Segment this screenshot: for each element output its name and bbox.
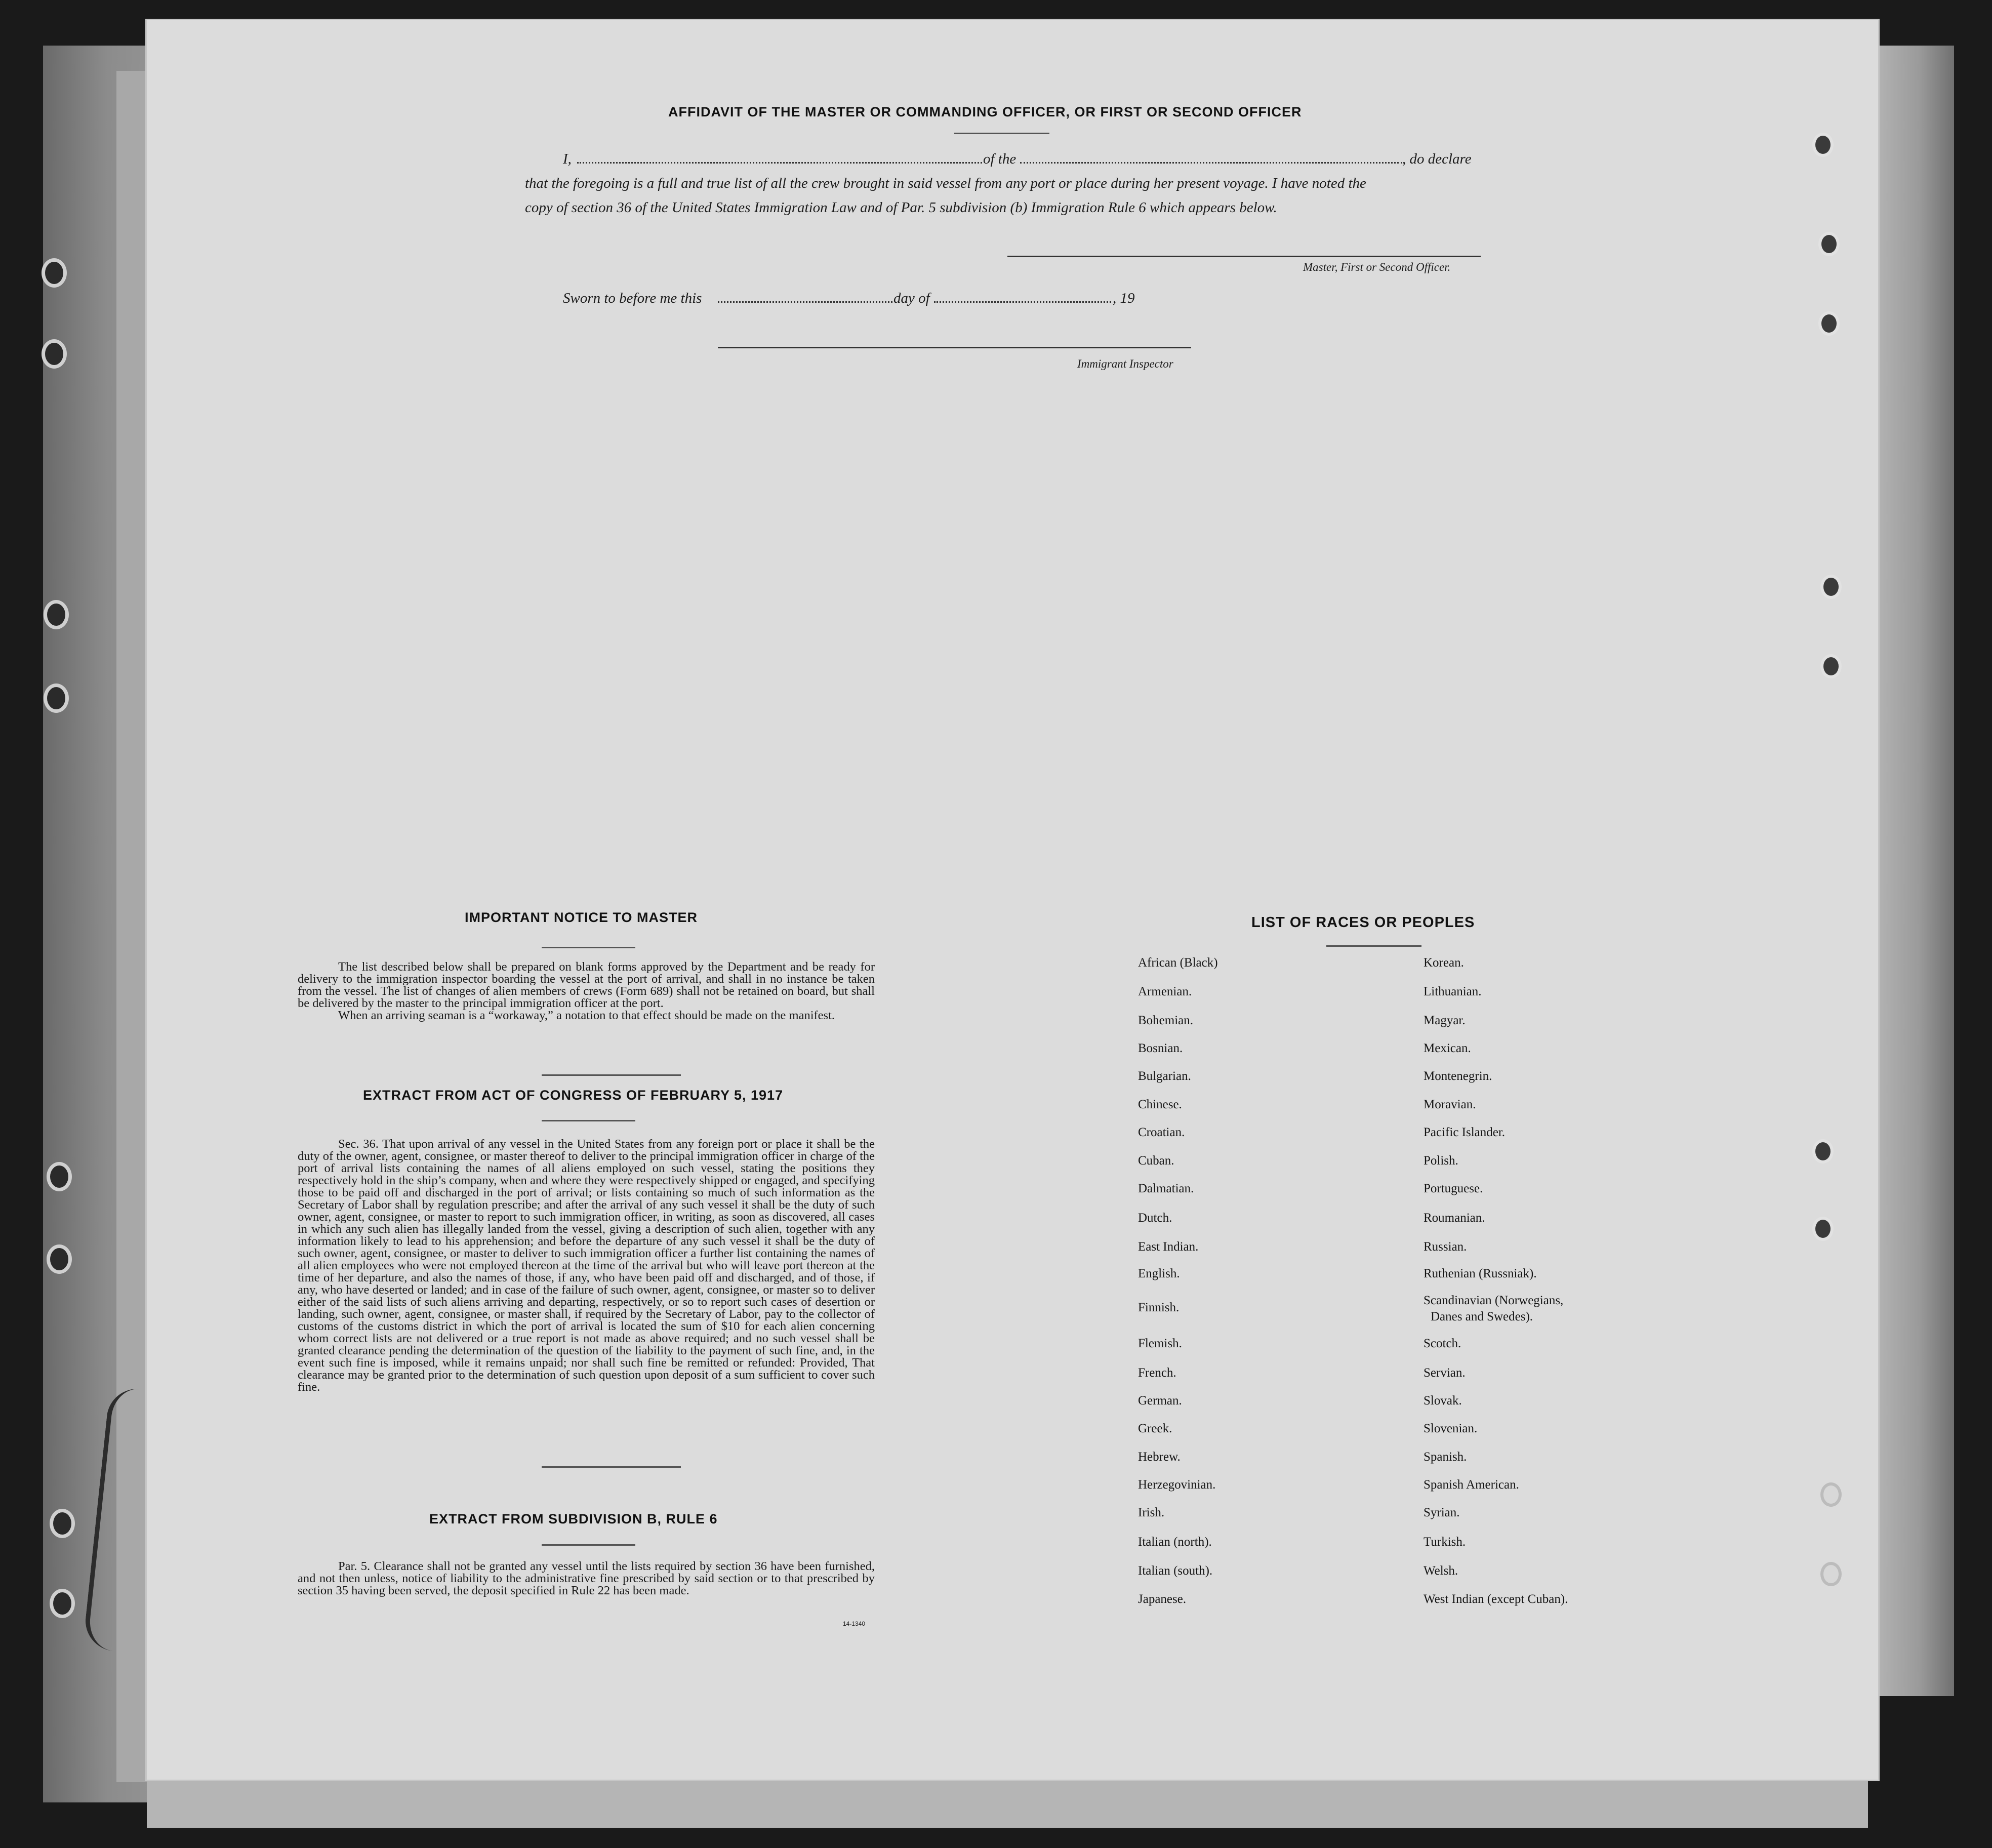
race-item: Flemish.	[1138, 1337, 1182, 1350]
race-item: Roumanian.	[1424, 1211, 1485, 1225]
notice-paragraph: When an arriving seaman is a “workaway,” a notation to that effect should be made on the manifest.	[338, 1009, 835, 1022]
punch-hole	[1820, 654, 1842, 678]
title-rule	[954, 133, 1049, 134]
race-item: Polish.	[1424, 1154, 1458, 1168]
notice-rule	[542, 947, 635, 948]
punch-hole	[1818, 232, 1840, 256]
races-title: LIST OF RACES OR PEOPLES	[1251, 914, 1475, 931]
binder-hole	[44, 684, 69, 713]
act-rule	[542, 1120, 635, 1121]
punch-hole	[1812, 1217, 1834, 1241]
notice-title: IMPORTANT NOTICE TO MASTER	[465, 910, 698, 925]
day-blank[interactable]	[718, 301, 892, 303]
race-item: Portuguese.	[1424, 1182, 1483, 1195]
binder-hole	[47, 1162, 72, 1191]
inspector-signature-line[interactable]	[718, 347, 1191, 348]
name-blank[interactable]	[577, 162, 982, 164]
punch-hole	[1812, 1139, 1834, 1163]
rule-extract-title: EXTRACT FROM SUBDIVISION B, RULE 6	[429, 1511, 718, 1526]
punch-hole	[1820, 575, 1842, 599]
race-item: Cuban.	[1138, 1154, 1174, 1168]
race-item: Pacific Islander.	[1424, 1126, 1506, 1139]
vessel-blank[interactable]	[1020, 162, 1402, 164]
binder-underlay-bottom	[147, 1772, 1868, 1828]
day-of-text: day of	[893, 290, 930, 306]
form-number: 14-1340	[843, 1620, 866, 1627]
rule-extract-text	[298, 1560, 875, 1597]
binder-underlay-right	[1868, 46, 1954, 1696]
year-text: , 19	[1113, 290, 1135, 306]
race-item: Chinese.	[1138, 1098, 1182, 1111]
race-item: Servian.	[1424, 1366, 1466, 1380]
race-item: Korean.	[1424, 956, 1464, 970]
binder-hole	[47, 1244, 72, 1274]
race-item: Turkish.	[1424, 1535, 1466, 1549]
affidavit-i: I,	[563, 151, 572, 167]
affidavit-declare: , do declare	[1402, 151, 1472, 167]
race-item: Danes and Swedes).	[1431, 1310, 1533, 1323]
race-item: Italian (north).	[1138, 1535, 1212, 1549]
race-item: Bulgarian.	[1138, 1069, 1191, 1083]
race-item: Ruthenian (Russniak).	[1424, 1267, 1537, 1280]
affidavit-line-2: that the foregoing is a full and true list of all the crew brought in said vessel from any port or place during her present voyage. I have noted the	[525, 175, 1366, 191]
punch-hole	[1820, 1482, 1842, 1507]
race-item: Magyar.	[1424, 1014, 1466, 1027]
race-item: Armenian.	[1138, 985, 1192, 998]
sworn-text: Sworn to before me this	[563, 290, 702, 306]
act-extract-text	[298, 1138, 875, 1393]
race-item: Dalmatian.	[1138, 1182, 1194, 1195]
race-item: Bosnian.	[1138, 1041, 1183, 1055]
race-item: Slovak.	[1424, 1394, 1462, 1408]
race-item: Croatian.	[1138, 1126, 1185, 1139]
inspector-label: Immigrant Inspector	[1077, 357, 1173, 370]
race-item: Mexican.	[1424, 1041, 1471, 1055]
race-item: English.	[1138, 1267, 1180, 1280]
binder-hole	[42, 258, 67, 288]
binder-hole	[50, 1509, 75, 1538]
race-item: Syrian.	[1424, 1506, 1460, 1519]
punch-hole	[1812, 133, 1834, 157]
race-item: Slovenian.	[1424, 1422, 1478, 1435]
race-item: Scotch.	[1424, 1337, 1461, 1350]
rule-rule	[542, 1544, 635, 1546]
affidavit-of-the: of the	[983, 151, 1017, 167]
notice-text	[298, 961, 875, 1022]
notice-paragraph: The list described below shall be prepared on blank forms approved by the Department and be ready for delivery to the immigration inspector boarding the vessel at the port of arrival, and shall in no instance be taken from the vessel. The list of changes of alien members of crews (Form 689) shall not be retained on board, but shall be delivered by the master to the principal immigration officer at the port.	[298, 960, 875, 1010]
rule-paragraph: Par. 5. Clearance shall not be granted any vessel until the lists required by section 36 have been furnished, and not then unless, notice of liability to the administrative fine prescribed by said section or to that prescribed by section 35 having been served, the deposit specified in Rule 22 has been made.	[298, 1559, 875, 1597]
affidavit-title: AFFIDAVIT OF THE MASTER OR COMMANDING OFFICER, OR FIRST OR SECOND OFFICER	[668, 104, 1302, 119]
act-extract-title: EXTRACT FROM ACT OF CONGRESS OF FEBRUARY 5, 1917	[363, 1088, 784, 1103]
races-rule	[1326, 945, 1421, 947]
race-item: Scandinavian (Norwegians,	[1424, 1294, 1564, 1307]
race-item: West Indian (except Cuban).	[1424, 1592, 1568, 1606]
race-item: East Indian.	[1138, 1240, 1199, 1254]
binder-hole	[50, 1589, 75, 1618]
binder-hole	[44, 600, 69, 629]
race-item: African (Black)	[1138, 956, 1218, 970]
race-item: Spanish.	[1424, 1450, 1467, 1464]
race-item: Hebrew.	[1138, 1450, 1181, 1464]
race-item: French.	[1138, 1366, 1176, 1380]
race-item: Finnish.	[1138, 1301, 1180, 1314]
binder-hole	[42, 339, 67, 369]
punch-hole	[1818, 311, 1840, 336]
section-rule	[542, 1466, 681, 1468]
punch-hole	[1820, 1562, 1842, 1586]
race-item: Russian.	[1424, 1240, 1467, 1254]
act-paragraph: Sec. 36. That upon arrival of any vessel in the United States from any foreign port or place it shall be the duty of the owner, agent, consignee, or master thereof to deliver to the principal immigration officer in charge of the port of arrival lists containing the names of all aliens employed on such vessel, stating the positions they respectively hold in the ship’s company, when and where they were respectively shipped or engaged, and specifying those to be paid off and discharged in the port of arrival; or lists containing so much of such information as the Secretary of Labor shall by regulation prescribe; and after the arrival of any such vessel it shall be the duty of such owner, agent, consignee, or master to report to such immigration officer, in writing, as soon as discovered, all cases in which any such alien has illegally landed from the vessel, giving a description of such alien, together with any information likely to lead to his apprehension; and before the departure of any such vessel it shall be the duty of such owner, agent, consignee, or master to deliver to such immigration officer a further list containing the names of all alien employees who were not employed thereon at the time of the arrival but who will leave port thereon at the time of her departure, and also the names of those, if any, who have been paid off and discharged, and of those, if any, who have deserted or landed; and in case of the failure of such owner, agent, consignee, or master so to deliver either of the said lists of such aliens arriving and departing, respectively, or so to report such cases of desertion or landing, such owner, agent, consignee, or master shall, if required by the Secretary of Labor, pay to the collector of customs of the customs district in which the port of arrival is located the sum of $10 for each alien concerning whom correct lists are not delivered or a true report is not made as above required; and no such vessel shall be granted clearance pending the determination of the question of the liability to the payment of such fine, and, in the event such fine is imposed, while it remains unpaid; nor shall such fine be remitted or refunded: Provided, That clearance may be granted prior to the determination of such question upon deposit of a sum sufficient to cover such fine.	[298, 1137, 875, 1394]
race-item: Greek.	[1138, 1422, 1172, 1435]
race-item: Bohemian.	[1138, 1014, 1194, 1027]
race-item: German.	[1138, 1394, 1182, 1408]
race-item: Japanese.	[1138, 1592, 1187, 1606]
master-signature-label: Master, First or Second Officer.	[1303, 261, 1451, 273]
affidavit-line-3: copy of section 36 of the United States Immigration Law and of Par. 5 subdivision (b) Immigration Rule 6 which appears below.	[525, 199, 1277, 216]
race-item: Dutch.	[1138, 1211, 1172, 1225]
race-item: Moravian.	[1424, 1098, 1476, 1111]
form-sheet	[147, 20, 1878, 1780]
race-item: Italian (south).	[1138, 1564, 1213, 1578]
master-signature-line[interactable]	[1007, 256, 1481, 257]
month-blank[interactable]	[934, 301, 1111, 303]
race-item: Montenegrin.	[1424, 1069, 1492, 1083]
race-item: Herzegovinian.	[1138, 1478, 1216, 1492]
race-item: Spanish American.	[1424, 1478, 1519, 1492]
race-item: Irish.	[1138, 1506, 1165, 1519]
race-item: Welsh.	[1424, 1564, 1458, 1578]
section-rule	[542, 1074, 681, 1076]
race-item: Lithuanian.	[1424, 985, 1482, 998]
